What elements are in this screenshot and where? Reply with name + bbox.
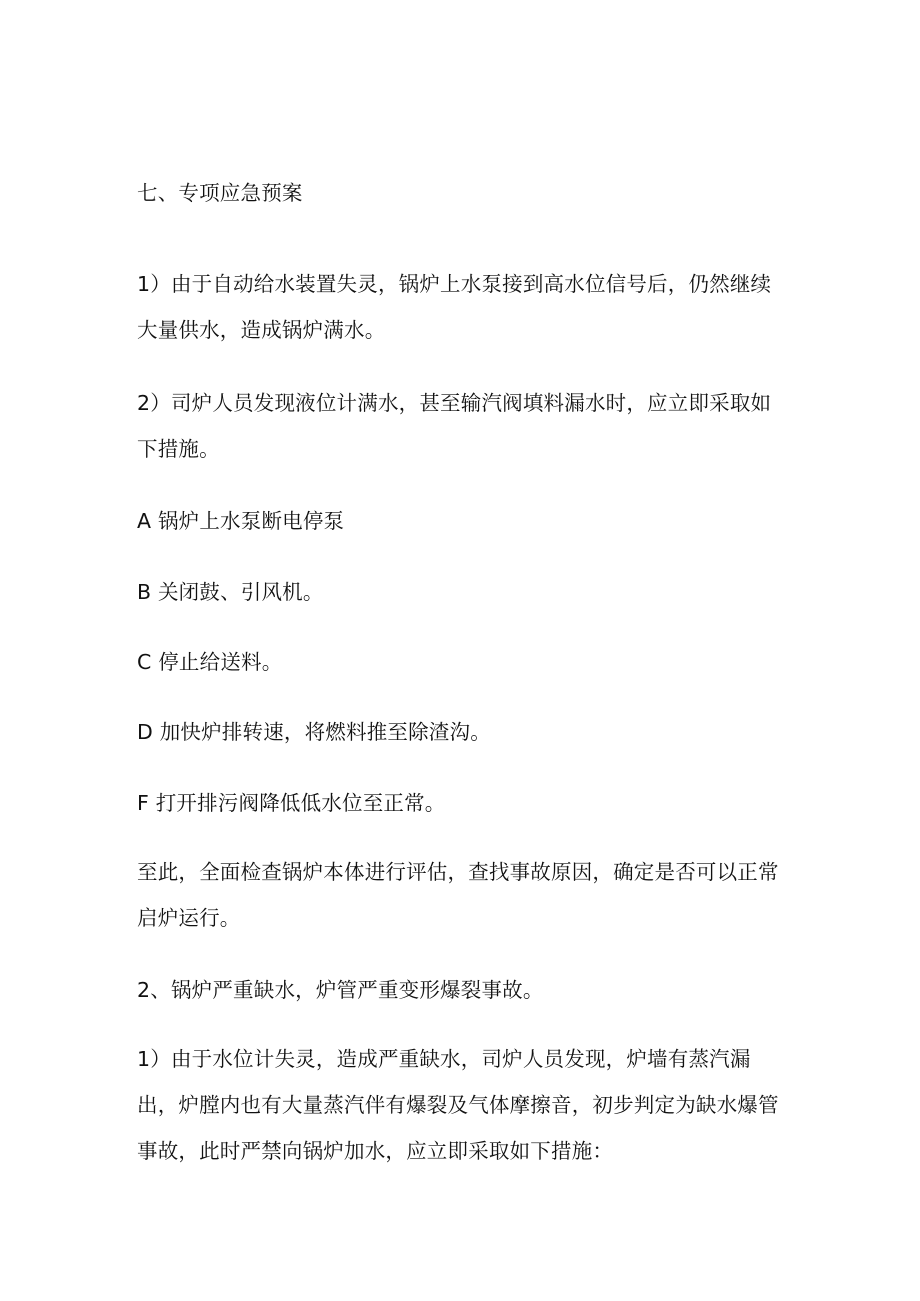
measure-b: B 关闭鼓、引风机。 xyxy=(137,580,324,604)
paragraph-conclusion: 至此，全面检查锅炉本体进行评估，查找事故原因，确定是否可以正常启炉运行。 xyxy=(137,860,779,930)
paragraph-2: 2）司炉人员发现液位计满水，甚至输汽阀填料漏水时，应立即采取如下措施。 xyxy=(137,391,772,461)
section-heading: 七、专项应急预案 xyxy=(137,181,303,205)
paragraph-1: 1）由于自动给水装置失灵，锅炉上水泵接到高水位信号后，仍然继续大量供水，造成锅炉满水。 xyxy=(137,272,772,342)
measure-f: F 打开排污阀降低低水位至正常。 xyxy=(137,791,446,815)
measure-a: A 锅炉上水泵断电停泵 xyxy=(137,509,345,533)
paragraph-3: 1）由于水位计失灵，造成严重缺水，司炉人员发现，炉墙有蒸汽漏出，炉膛内也有大量蒸汽伴有爆裂及气体摩擦音，初步判定为缺水爆管事故，此时严禁向锅炉加水，应立即采取如下措施： xyxy=(137,1047,779,1163)
measure-c: C 停止给送料。 xyxy=(137,650,283,674)
section-2-heading: 2、锅炉严重缺水，炉管严重变形爆裂事故。 xyxy=(137,978,544,1002)
measure-d: D 加快炉排转速，将燃料推至除渣沟。 xyxy=(137,720,491,744)
